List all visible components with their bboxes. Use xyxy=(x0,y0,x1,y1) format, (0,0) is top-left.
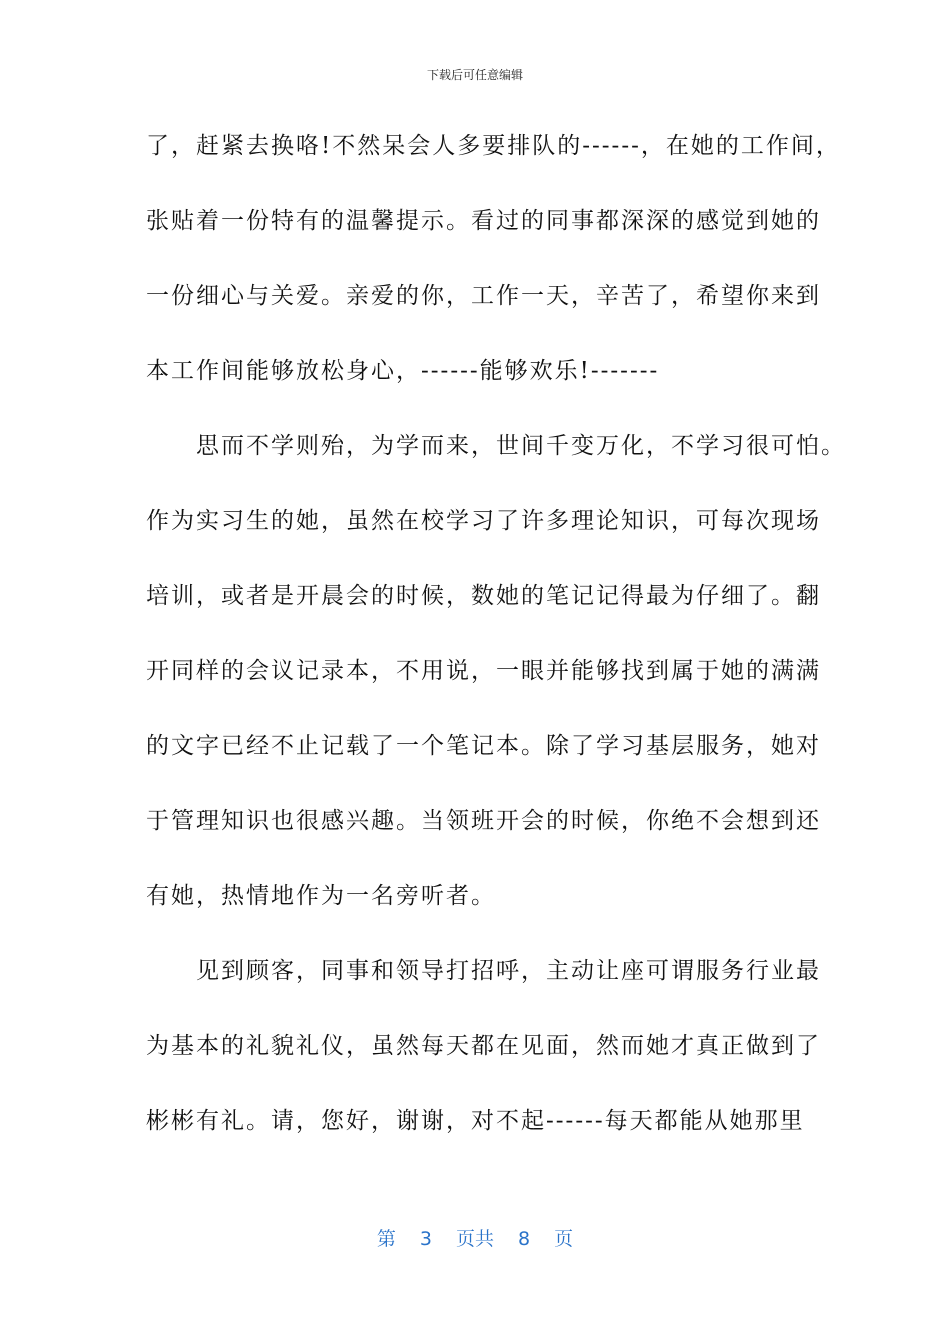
page-footer xyxy=(0,1224,950,1251)
current-page-number: 3 xyxy=(419,1228,432,1250)
text-line: 彬彬有礼。请，您好，谢谢，对不起------每天都能从她那里 xyxy=(146,1108,805,1134)
page-header: 下载后可任意编辑 xyxy=(426,68,523,82)
text-line: 张贴着一份特有的温馨提示。看过的同事都深深的感觉到她的 xyxy=(146,208,821,234)
text-line: 本工作间能够放松身心，------能够欢乐!------- xyxy=(146,358,660,384)
page-label-suffix: 页 xyxy=(554,1228,574,1250)
page-label-mid: 页共 xyxy=(455,1228,494,1250)
text-line: 思而不学则殆，为学而来，世间千变万化，不学习很可怕。 xyxy=(146,433,846,459)
text-line: 作为实习生的她，虽然在校学习了许多理论知识，可每次现场 xyxy=(146,508,821,534)
text-line: 见到顾客，同事和领导打招呼，主动让座可谓服务行业最 xyxy=(146,958,821,984)
text-line: 了，赶紧去换咯!不然呆会人多要排队的------，在她的工作间， xyxy=(146,133,841,159)
text-line: 于管理知识也很感兴趣。当领班开会的时候，你绝不会想到还 xyxy=(146,808,821,834)
text-line: 一份细心与关爱。亲爱的你，工作一天，辛苦了，希望你来到 xyxy=(146,283,821,309)
text-line: 的文字已经不止记载了一个笔记本。除了学习基层服务，她对 xyxy=(146,733,821,759)
text-line: 开同样的会议记录本，不用说，一眼并能够找到属于她的满满 xyxy=(146,658,821,684)
total-pages-number: 8 xyxy=(518,1228,531,1250)
text-line: 有她，热情地作为一名旁听者。 xyxy=(146,883,496,909)
text-line: 培训，或者是开晨会的时候，数她的笔记记得最为仔细了。翻 xyxy=(146,583,821,609)
page-label-prefix: 第 xyxy=(376,1228,396,1250)
text-line: 为基本的礼貌礼仪，虽然每天都在见面，然而她才真正做到了 xyxy=(146,1033,821,1059)
